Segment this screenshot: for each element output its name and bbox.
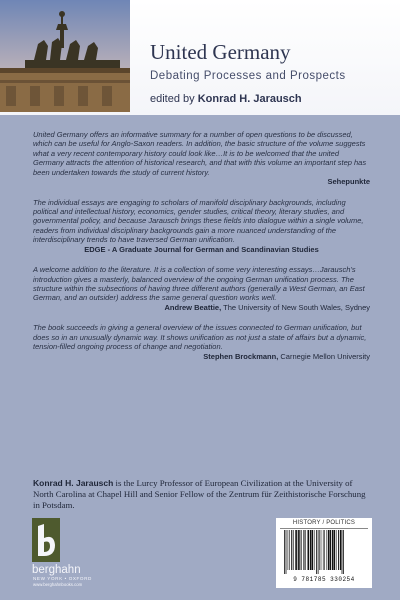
review-2 (33, 198, 370, 255)
review-text: The book succeeds in giving a general overview of the issues connected to German unification, but does so in an unusually dynamic way. It shows unification as not just a state of affairs but a dynamic, tension-filled ongoing process of change and negotiation. (33, 323, 367, 352)
review-source (33, 245, 370, 255)
author-bio (33, 478, 370, 511)
isbn-number: 9 781785 330254 (293, 576, 355, 583)
editor-prefix: edited by (150, 93, 195, 105)
author-name: Konrad H. Jarausch (33, 478, 114, 488)
berghahn-b-logo-icon (32, 518, 60, 562)
publisher-url: www.berghahnbooks.com (33, 582, 83, 587)
editor-name: Konrad H. Jarausch (197, 93, 302, 105)
reviews-section (33, 130, 370, 372)
author-bio-text: is the Lurcy Professor of European Civilization at the University of North Carolina at Chapel Hill and Senior Fellow of the Zentrum für Zeithistorische Forschung in Potsdam. (33, 478, 366, 510)
review-source-name: Sehepunkte (327, 177, 370, 187)
review-3 (33, 265, 370, 312)
review-source (33, 177, 370, 187)
book-title: United Germany (150, 40, 291, 64)
review-source (33, 352, 370, 362)
subject-category: HISTORY / POLITICS (292, 520, 356, 526)
review-1 (33, 130, 370, 187)
publisher-name: berghahn (32, 564, 81, 576)
divider (280, 528, 368, 529)
review-text: The individual essays are engaging to scholars of manifold disciplinary backgrounds, including political and intellectual history, economics, gender studies, critical theory, literary studies, and governmental policy, and because Jarausch brings these fields into dialogue within a single volume, readers from individual disciplinary backgrounds gain a more nuanced understanding of the interdisciplinary trends to have traversed German unification. (33, 197, 364, 245)
publisher-logo (32, 518, 114, 588)
publisher-tagline: NEW YORK • OXFORD (33, 576, 92, 581)
editor-line (150, 93, 390, 105)
review-source-detail: Carnegie Mellon University (278, 351, 370, 361)
review-source-name: Stephen Brockmann, (203, 351, 279, 361)
review-text: United Germany offers an informative summary for a number of open questions to be discussed, which can be useful for Anglo-Saxon readers. In addition, the basic structure of the volume suggests what a very recent contemporary history could look like…It is to be welcomed that the united Germany attracts the attention of historical research, and that with this volume an important step has been undertaken towards the study of current history. (33, 130, 367, 177)
book-subtitle: Debating Processes and Prospects (150, 70, 346, 82)
review-source (33, 303, 370, 313)
barcode-panel (276, 518, 372, 588)
cover-photo-brandenburg-gate (0, 0, 130, 112)
review-source-name: Andrew Beattie, (164, 302, 222, 312)
review-text: A welcome addition to the literature. It is a collection of some very interesting essays…Jarausch’s introduction gives a masterly, balanced overview of the ongoing German unification process. The structure within the subsections of having three different authors (generally a West German, an East German, and an outsider) address the same general question works well. (33, 265, 365, 303)
isbn-barcode (282, 530, 366, 574)
review-source-name: EDGE - A Graduate Journal for German and Scandinavian Studies (84, 244, 319, 254)
review-4 (33, 323, 370, 361)
review-source-detail: The University of New South Wales, Sydney (221, 302, 370, 312)
